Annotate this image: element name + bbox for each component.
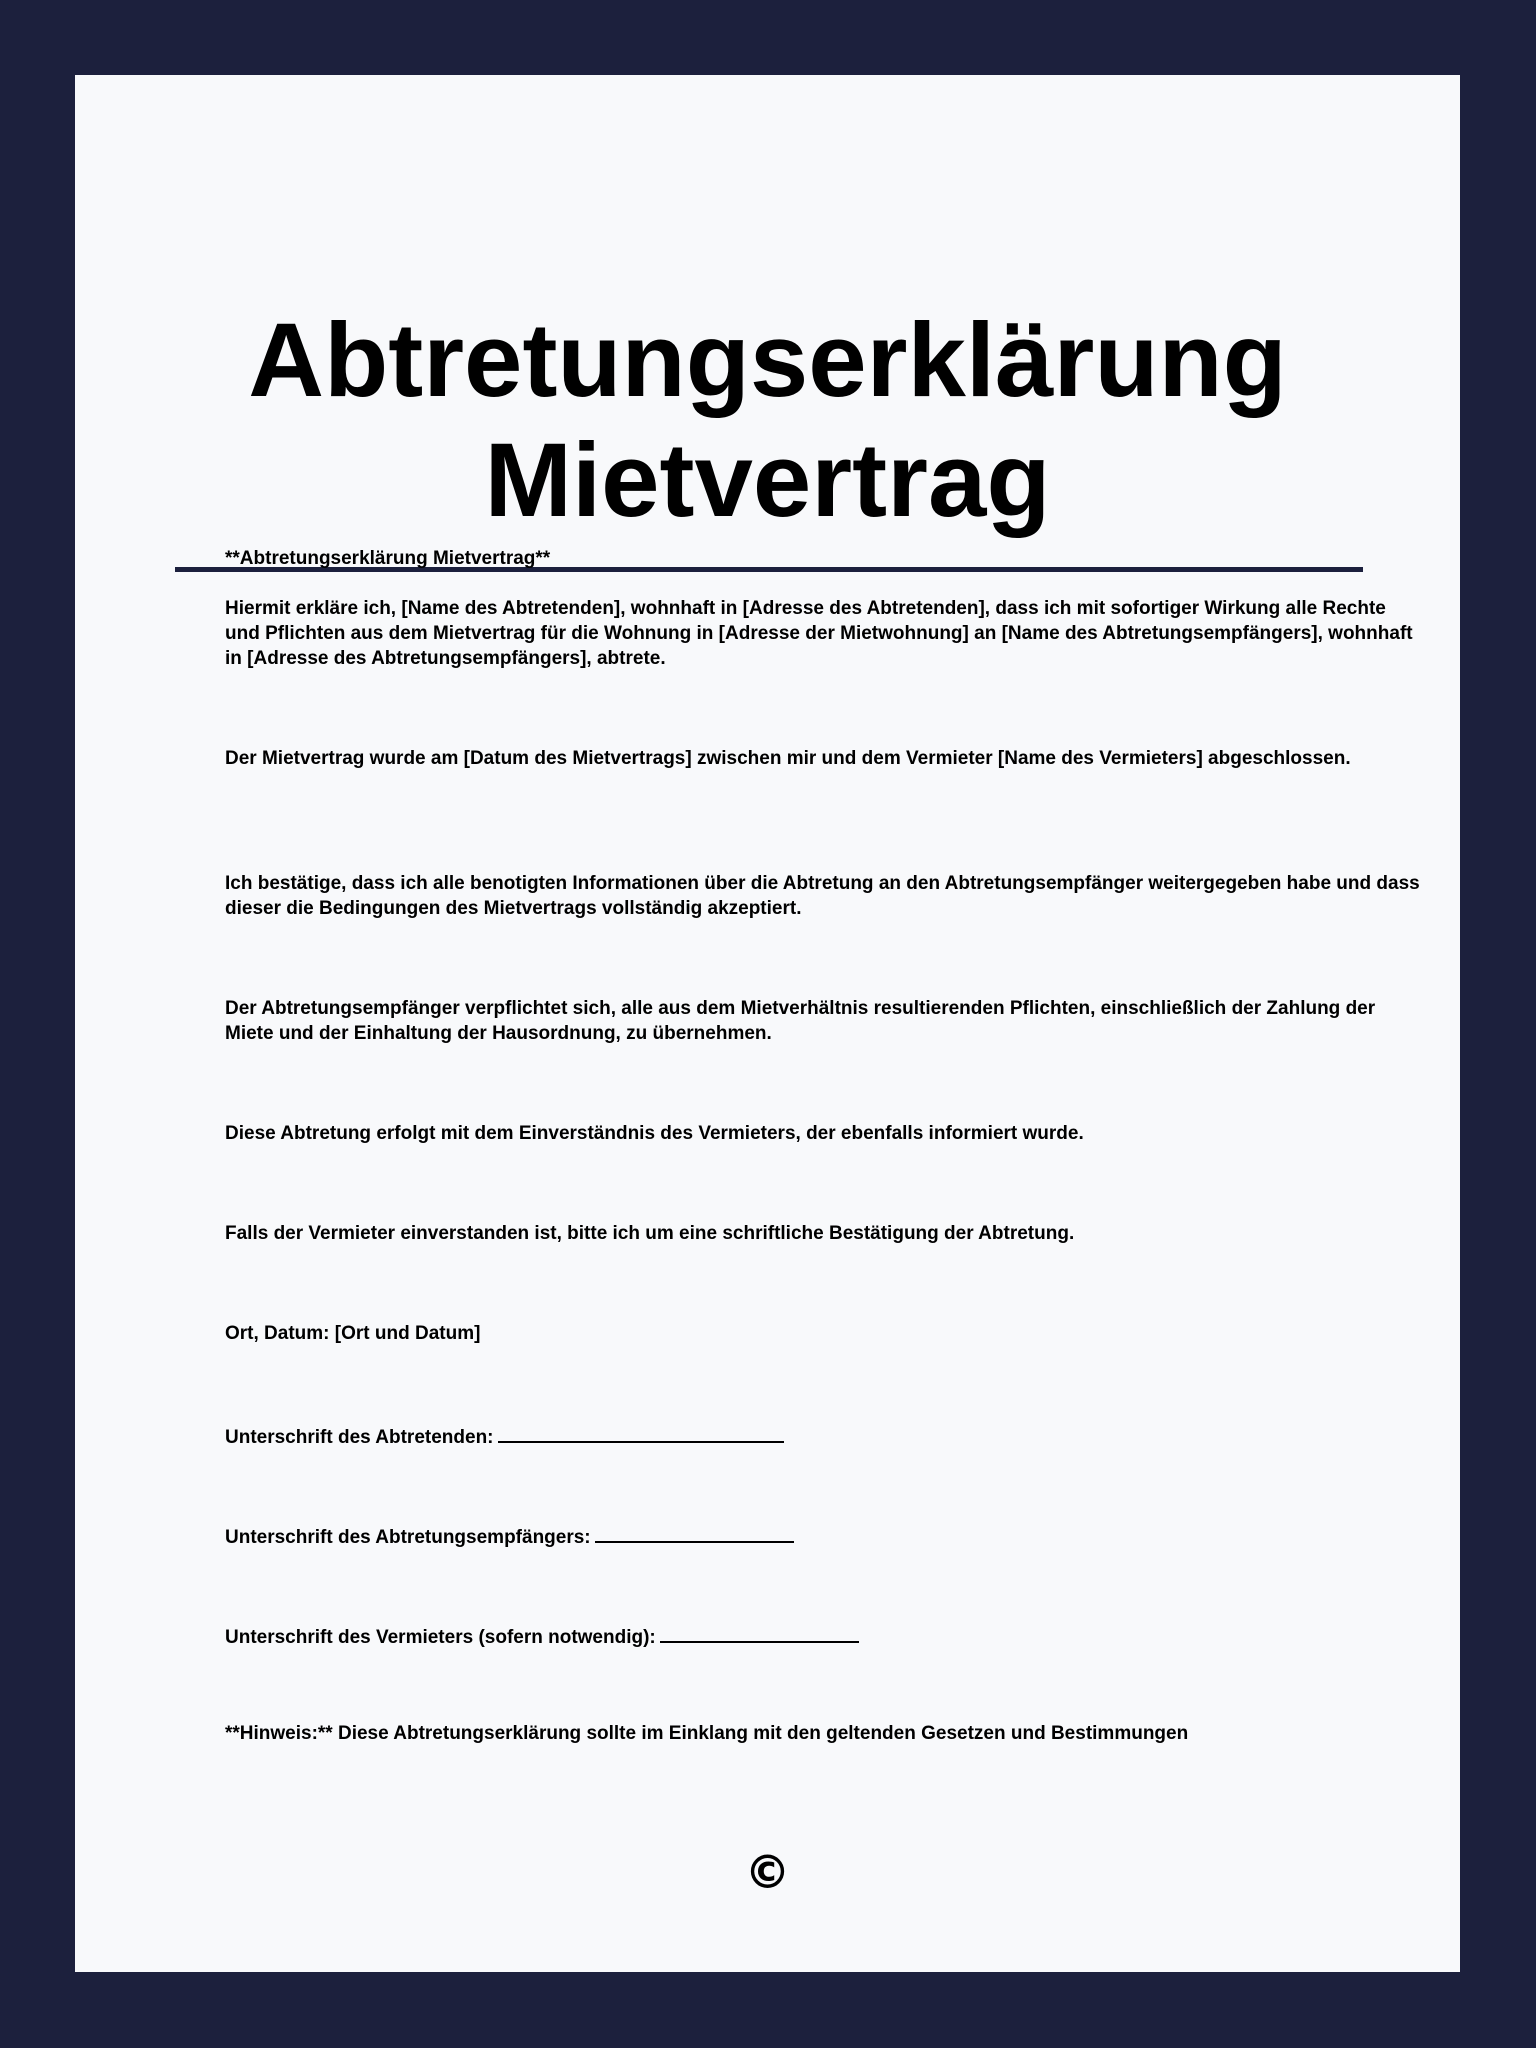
signature-assignor-label: Unterschrift des Abtretenden: (225, 1427, 494, 1448)
paragraph-contract-date: Der Mietvertrag wurde am [Datum des Mietvertrags] zwischen mir und dem Vermieter [Name des Vermieters] abgeschlossen. (225, 748, 1351, 769)
legal-note: **Hinweis:** Diese Abtretungserklärung sollte im Einklang mit den geltenden Gesetzen und Bestimmungen (225, 1723, 1189, 1744)
document-title-line-1: Abtretungserklärung (248, 302, 1287, 419)
signature-landlord (225, 1621, 1425, 1650)
signature-assignee (225, 1521, 1425, 1550)
paragraph-confirmation: Ich bestätige, dass ich alle benotigten Informationen über die Abtretung an den Abtretungsempfänger weitergegeben habe und dass dieser die Bedingungen des Mietvertrags vollständig akzeptiert. (225, 873, 1420, 919)
document-page (75, 75, 1460, 1972)
document-heading: **Abtretungserklärung Mietvertrag** (225, 548, 551, 569)
signature-landlord-line (660, 1621, 859, 1643)
paragraph-obligations: Der Abtretungsempfänger verpflichtet sich, alle aus dem Mietverhältnis resultierenden Pflichten, einschließlich der Zahlung der Miete und der Einhaltung der Hausordnung, zu übernehmen. (225, 998, 1376, 1044)
paragraph-consent: Diese Abtretung erfolgt mit dem Einverständnis des Vermieters, der ebenfalls informiert wurde. (225, 1123, 1084, 1144)
copyright-icon: © (744, 1845, 791, 1899)
signature-assignee-label: Unterschrift des Abtretungsempfängers: (225, 1527, 591, 1548)
signature-assignee-line (595, 1521, 794, 1543)
signature-assignor-line (498, 1421, 784, 1443)
signature-landlord-label: Unterschrift des Vermieters (sofern notwendig): (225, 1627, 656, 1648)
place-date-line: Ort, Datum: [Ort und Datum] (225, 1323, 481, 1344)
document-title-line-2: Mietvertrag (484, 422, 1051, 539)
document-title (75, 301, 1460, 541)
paragraph-assignment: Hiermit erkläre ich, [Name des Abtretenden], wohnhaft in [Adresse des Abtretenden], dass ich mit sofortiger Wirkung alle Rechte und Pflichten aus dem Mietvertrag für die Wohnung in [Adresse der Mietwohnung] an [Name des Abtretungsempfängers], wohnhaft in [Adresse des Abtretungsempfängers], abtrete. (225, 598, 1413, 669)
paragraph-confirmation-request: Falls der Vermieter einverstanden ist, bitte ich um eine schriftliche Bestätigung der Abtretung. (225, 1223, 1075, 1244)
signature-assignor (225, 1421, 1425, 1450)
